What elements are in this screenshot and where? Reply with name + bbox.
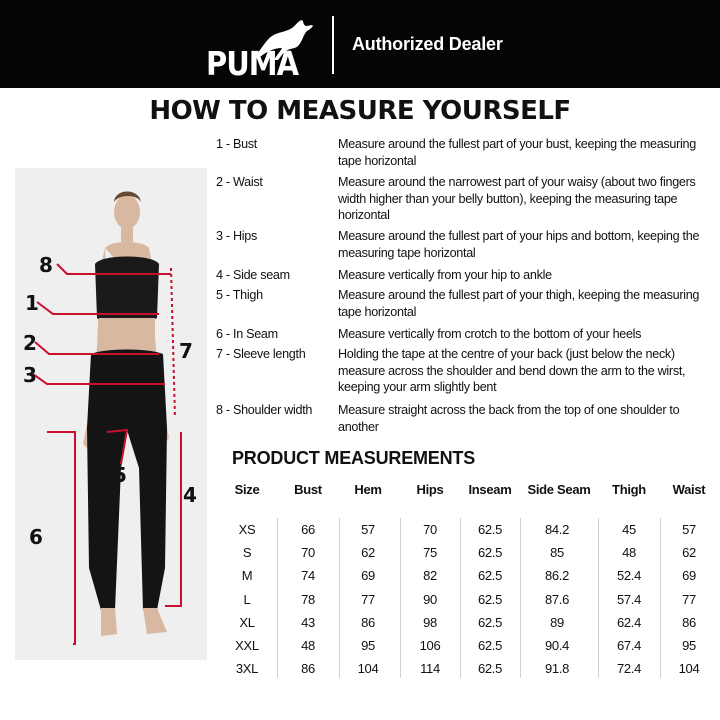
table-cell: 106	[419, 638, 441, 653]
table-cell: 72.4	[616, 661, 642, 677]
table-cell: 84.2	[544, 522, 570, 537]
table-cell: L	[243, 591, 251, 607]
side-seam-line	[165, 432, 181, 606]
marker-1: 1	[25, 291, 39, 315]
model-illustration	[15, 168, 207, 660]
table-cell: M	[241, 568, 253, 584]
table-row	[216, 657, 720, 680]
marker-2: 2	[23, 331, 37, 355]
column-header-waist: Waist	[672, 482, 706, 497]
table-cell: 87.6	[544, 591, 570, 607]
table-cell: 77	[361, 591, 375, 607]
table-row	[216, 588, 720, 611]
page-title: HOW TO MEASURE YOURSELF	[149, 96, 571, 126]
table-cell: 62.5	[477, 661, 503, 677]
instruction-label: 5 - Thigh	[216, 288, 263, 302]
column-header-inseam: Inseam	[468, 482, 512, 497]
midriff-shape	[99, 318, 155, 354]
table-cell: 78	[301, 591, 315, 607]
table-cell: 86.2	[544, 568, 570, 584]
table-cell: 86	[301, 661, 315, 677]
marker-5: 5	[113, 463, 127, 487]
instruction-label: 3 - Hips	[216, 229, 257, 243]
table-row	[216, 518, 720, 541]
instruction-text: Measure around the narrowest part of your waisy (about two fingers width higher than your belly button), keeping the measuring tape horizontal	[338, 175, 696, 222]
marker-8: 8	[39, 253, 53, 277]
table-cell: 62.5	[477, 614, 503, 630]
table-cell: 95	[361, 638, 375, 653]
column-header-side-seam: Side Seam	[527, 482, 591, 497]
column-header-hem: Hem	[354, 482, 382, 497]
leggings-shape	[87, 350, 167, 611]
table-row	[216, 634, 720, 657]
table-cell: 70	[301, 545, 315, 561]
model-figure	[15, 168, 207, 660]
table-cell: 48	[301, 638, 315, 653]
table-cell: 62	[682, 545, 696, 561]
table-cell: 62	[361, 545, 375, 561]
table-cell: 48	[622, 545, 636, 561]
table-cell: 77	[682, 591, 696, 607]
measurements-table	[216, 518, 720, 680]
left-foot-shape	[101, 608, 117, 636]
table-cell: 3XL	[235, 661, 259, 677]
table-cell: 91.8	[544, 661, 570, 677]
table-cell: 70	[423, 522, 437, 537]
table-cell: 86	[361, 614, 375, 630]
table-cell: 62.5	[477, 568, 503, 584]
table-cell: 69	[361, 568, 375, 584]
table-cell: 114	[420, 661, 440, 677]
crop-top-shape	[95, 257, 159, 326]
brand-header	[0, 0, 720, 88]
table-row	[216, 541, 720, 564]
table-cell: XXL	[235, 638, 259, 653]
instruction-label: 7 - Sleeve length	[216, 347, 306, 361]
table-cell: 104	[357, 661, 379, 677]
puma-logo	[206, 18, 316, 84]
table-cell: 98	[423, 614, 437, 630]
marker-7: 7	[179, 339, 193, 363]
header-divider	[332, 16, 334, 74]
authorized-dealer-label: Authorized Dealer	[352, 34, 503, 54]
table-cell: 69	[682, 568, 696, 584]
marker-3: 3	[23, 363, 37, 387]
table-cell: 62.5	[477, 545, 503, 561]
column-header-bust: Bust	[294, 482, 322, 497]
instruction-label: 6 - In Seam	[216, 327, 278, 341]
table-cell: 57	[361, 522, 375, 537]
table-cell: 62.5	[477, 591, 503, 607]
table-cell: 95	[682, 638, 696, 653]
sleeve-length-line	[171, 268, 175, 418]
instruction-text: Measure vertically from your hip to ankle	[338, 268, 552, 282]
table-cell: 62.5	[477, 638, 503, 653]
instruction-label: 2 - Waist	[216, 175, 263, 189]
marker-4: 4	[183, 483, 197, 507]
instruction-text: Measure around the fullest part of your bust, keeping the measuring tape horizontal	[338, 137, 696, 168]
right-foot-shape	[143, 608, 167, 634]
instruction-text: Measure straight across the back from the top of one shoulder to another	[338, 403, 680, 434]
instruction-label: 4 - Side seam	[216, 268, 290, 282]
table-cell: 45	[622, 522, 636, 537]
table-cell: 52.4	[616, 568, 642, 584]
table-row	[216, 611, 720, 634]
table-cell: 57.4	[616, 591, 642, 607]
table-cell: 43	[301, 614, 315, 630]
marker-6: 6	[29, 525, 43, 549]
head-shape	[114, 195, 140, 229]
table-cell: 62.5	[477, 522, 503, 537]
table-row	[216, 564, 720, 587]
instruction-label: 1 - Bust	[216, 137, 257, 151]
column-header-size: Size	[234, 482, 260, 497]
table-cell: 82	[423, 568, 437, 584]
table-cell: 62.4	[616, 614, 642, 630]
table-cell: 89	[550, 614, 564, 630]
table-cell: 86	[682, 614, 696, 630]
measurements-header-row	[216, 482, 720, 502]
table-cell: XL	[239, 614, 255, 630]
table-cell: 85	[550, 545, 564, 561]
column-header-thigh: Thigh	[612, 482, 646, 497]
instruction-label: 8 - Shoulder width	[216, 403, 313, 417]
table-cell: 90	[423, 591, 437, 607]
table-cell: 75	[423, 545, 437, 561]
instruction-text: Holding the tape at the centre of your back (just below the neck) measure across the shoulder and bend down the arm to the wirst, keeping your arm slightly bent	[338, 347, 686, 394]
column-header-hips: Hips	[416, 482, 444, 497]
neck-shape	[121, 226, 133, 242]
table-cell: 104	[678, 661, 700, 677]
instruction-text: Measure around the fullest part of your thigh, keeping the measuring tape horizontal	[338, 288, 700, 319]
instruction-text: Measure around the fullest part of your hips and bottom, keeping the measuring tape horizontal	[338, 229, 700, 260]
inseam-line	[47, 432, 75, 644]
table-cell: XS	[238, 522, 256, 537]
table-cell: 74	[301, 568, 315, 584]
table-cell: S	[242, 545, 252, 561]
table-cell: 90.4	[544, 638, 570, 653]
puma-wordmark: PUMA	[206, 44, 299, 84]
table-cell: 67.4	[616, 638, 642, 653]
table-cell: 57	[682, 522, 696, 537]
product-measurements-title: PRODUCT MEASUREMENTS	[232, 448, 476, 468]
instruction-text: Measure vertically from crotch to the bottom of your heels	[338, 327, 642, 341]
table-cell: 66	[301, 522, 315, 537]
